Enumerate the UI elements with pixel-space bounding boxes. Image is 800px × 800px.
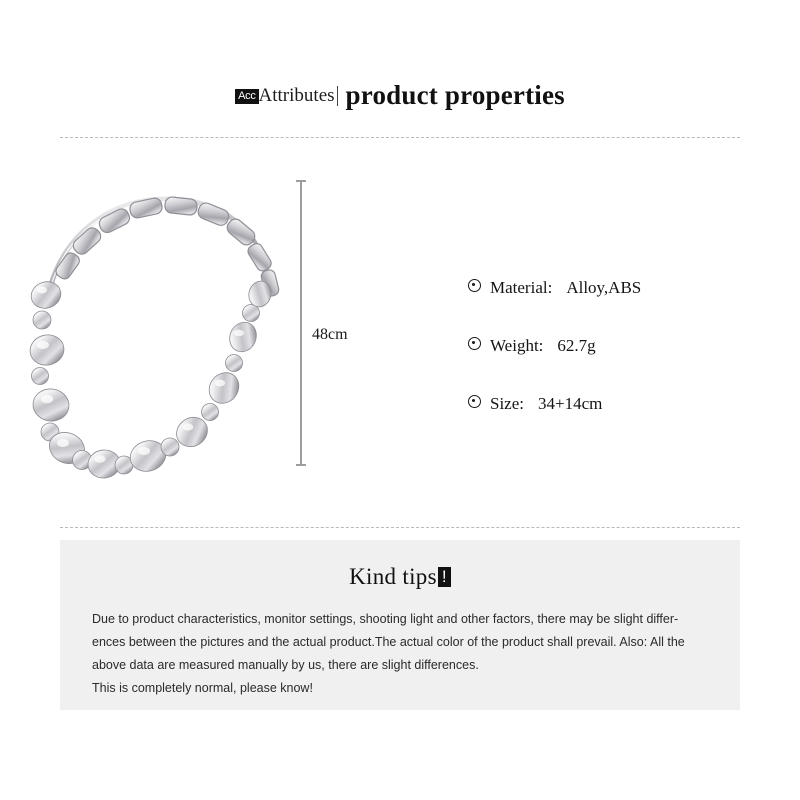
attributes-subtitle: Attributes <box>258 85 335 106</box>
tips-line-3: above data are measured manually by us, there are slight differences. <box>92 658 479 672</box>
kind-tips-title <box>60 540 740 590</box>
spec-row-weight <box>468 336 768 356</box>
measure-line <box>300 180 302 466</box>
divider-bottom <box>60 527 740 528</box>
spec-list <box>468 278 768 452</box>
page-title-text: product properties <box>345 80 565 110</box>
divider-top <box>60 137 740 138</box>
tips-line-4: This is completely normal, please know! <box>92 681 313 695</box>
kind-tips-title-text: Kind tips <box>349 564 437 589</box>
measure-cap-bottom <box>296 464 306 466</box>
tips-line-1: Due to product characteristics, monitor settings, shooting light and other factors, there may be slight differ- <box>92 612 679 626</box>
circle-dot-icon <box>468 337 481 350</box>
spec-key-size: Size: <box>490 394 524 413</box>
measure-label: 48cm <box>312 326 348 343</box>
spec-value-material: Alloy,ABS <box>566 278 642 297</box>
measure-cap-top <box>296 180 306 182</box>
length-measure-bar <box>296 180 306 466</box>
page-title <box>0 80 800 111</box>
exclamation-badge: ! <box>438 567 451 587</box>
spec-row-material <box>468 278 768 298</box>
attributes-badge: Acc <box>235 89 258 104</box>
circle-dot-icon <box>468 395 481 408</box>
spec-value-weight: 62.7g <box>557 336 596 355</box>
spec-key-material: Material: <box>490 278 553 297</box>
spec-row-size <box>468 394 768 414</box>
title-divider <box>337 86 338 106</box>
spec-key-weight: Weight: <box>490 336 544 355</box>
kind-tips-panel <box>60 540 740 710</box>
product-image <box>20 160 290 500</box>
circle-dot-icon <box>468 279 481 292</box>
spec-value-size: 34+14cm <box>538 394 603 413</box>
kind-tips-body <box>92 608 708 700</box>
necklace-illustration <box>20 160 290 500</box>
tips-line-2: ences between the pictures and the actual product.The actual color of the product shall prevail. Also: All the <box>92 635 685 649</box>
